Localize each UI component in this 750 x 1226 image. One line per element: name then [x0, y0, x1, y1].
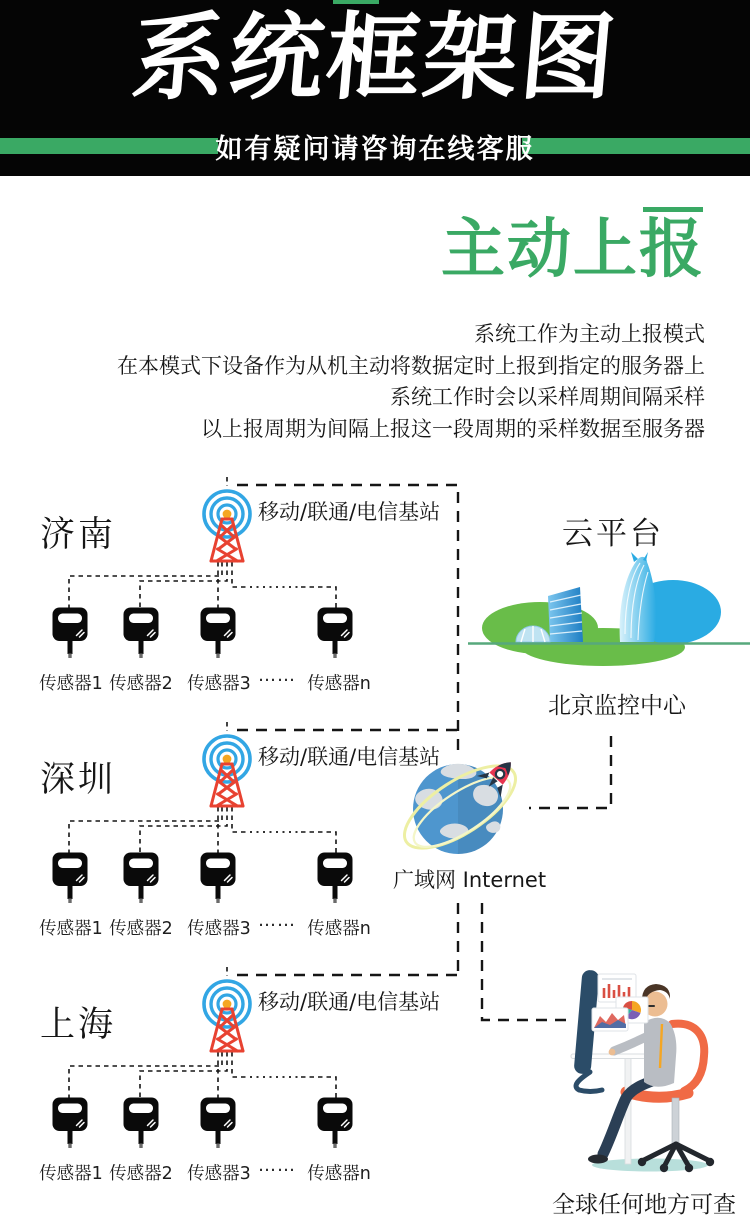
cloud-platform-title: 云平台	[562, 516, 664, 552]
description-line: 在本模式下设备作为从机主动将数据定时上报到指定的服务器上	[117, 353, 705, 378]
sensor-label: 传感器3	[187, 674, 251, 694]
description-line: 系统工作为主动上报模式	[474, 322, 705, 346]
section-description	[30, 319, 705, 445]
banner-subtitle: 如有疑问请咨询在线客服	[215, 134, 535, 165]
sensor-device-icon	[199, 606, 237, 660]
cell-tower-signal-icon	[196, 487, 258, 563]
area-chart-card	[592, 1008, 628, 1031]
section-title: 主动上报	[441, 213, 705, 287]
sensor-label: 传感器2	[109, 674, 173, 694]
page-title: 系统框架图	[127, 4, 623, 113]
sensor-label: 传感器1	[39, 1164, 103, 1184]
sensor-device-icon	[316, 606, 354, 660]
sensor-ellipsis: ……	[258, 665, 296, 686]
sensor-device-icon	[51, 1096, 89, 1150]
cell-tower-signal-icon	[196, 732, 258, 808]
sensor-label: 传感器n	[307, 674, 371, 694]
earth-globe-icon	[390, 731, 542, 863]
person-at-computer-illustration	[548, 952, 750, 1178]
cell-tower-signal-icon	[196, 977, 258, 1053]
base-station-label: 移动/联通/电信基站	[258, 745, 441, 769]
sensor-device-icon	[316, 851, 354, 905]
city-name: 济南	[40, 515, 117, 555]
sensor-label: 传感器1	[39, 674, 103, 694]
sensor-label: 传感器1	[39, 919, 103, 939]
sensor-label: 传感器n	[307, 919, 371, 939]
sensor-label: 传感器3	[187, 1164, 251, 1184]
sensor-ellipsis: ……	[258, 910, 296, 931]
smart-city-illustration	[468, 550, 750, 672]
sensor-device-icon	[199, 1096, 237, 1150]
sensor-device-icon	[122, 606, 160, 660]
sensor-device-icon	[122, 851, 160, 905]
city-group-shanghai	[0, 975, 470, 1200]
sensor-device-icon	[199, 851, 237, 905]
sensor-ellipsis: ……	[258, 1155, 296, 1176]
sensor-device-icon	[51, 606, 89, 660]
sensor-label: 传感器3	[187, 919, 251, 939]
wan-internet-label: 广域网 Internet	[393, 868, 547, 892]
description-line: 以上报周期为间隔上报这一段周期的采样数据至服务器	[201, 416, 705, 441]
base-station-label: 移动/联通/电信基站	[258, 500, 441, 524]
city-name: 深圳	[40, 760, 117, 800]
sensor-label: 传感器2	[109, 919, 173, 939]
sensor-device-icon	[122, 1096, 160, 1150]
city-group-jinan	[0, 485, 470, 710]
base-station-label: 移动/联通/电信基站	[258, 990, 441, 1014]
city-name: 上海	[40, 1005, 117, 1045]
sensor-label: 传感器n	[307, 1164, 371, 1184]
header-banner	[0, 0, 750, 176]
sensor-label: 传感器2	[109, 1164, 173, 1184]
section-title-accent-line	[643, 207, 703, 212]
beijing-monitoring-center-label: 北京监控中心	[548, 693, 686, 719]
global-access-label: 全球任何地方可查	[552, 1192, 736, 1218]
sensor-device-icon	[316, 1096, 354, 1150]
description-line: 系统工作时会以采样周期间隔采样	[390, 385, 705, 409]
sensor-device-icon	[51, 851, 89, 905]
